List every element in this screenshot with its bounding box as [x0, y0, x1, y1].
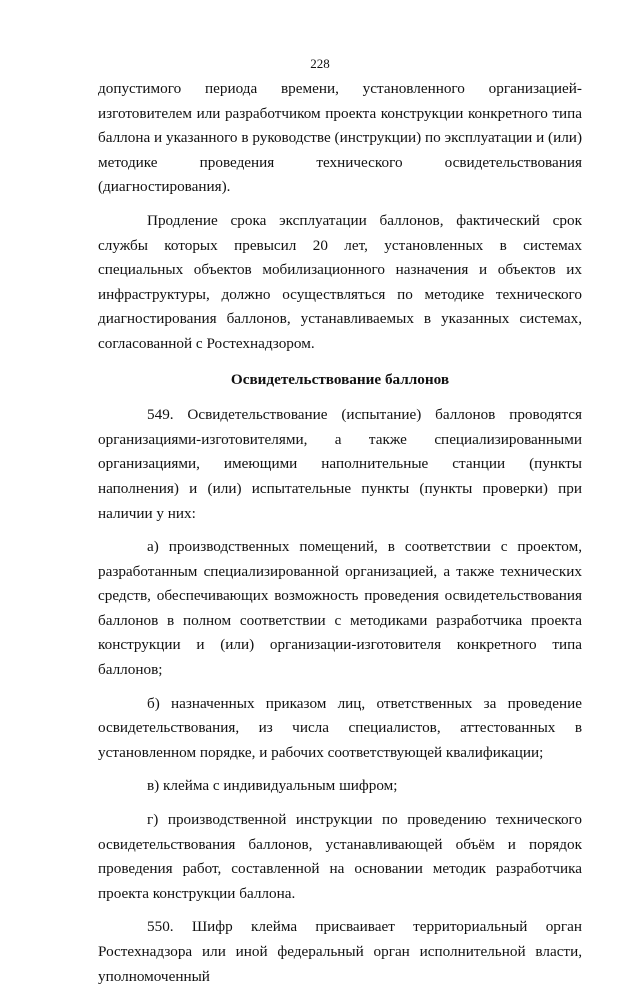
clause-550: 550. Шифр клейма присваивает территориальный орган Ростехнадзора или иной федеральный орган исполнительной власти, уполномоченный — [98, 918, 582, 985]
section-heading: Освидетельствование баллонов — [230, 370, 450, 388]
clause-549: 549. Освидетельствование (испытание) баллонов проводятся организациями-изготовителями, а также специализированными организациями, имеющими наполнительные станции (пункты наполнения) и (или) испытательные пункты (пункты проверки) при наличии у них: — [98, 406, 582, 522]
clause-549-b: б) назначенных приказом лиц, ответственных за проведение освидетельствования, из числа специалистов, аттестованных в установленном порядке, и рабочих соответствующей квалификации; — [98, 694, 582, 761]
page-number: 228 — [310, 56, 330, 71]
document-body — [98, 77, 582, 989]
clause-549-v: в) клейма с индивидуальным шифром; — [147, 777, 398, 795]
clause-549-a: а) производственных помещений, в соответствии с проектом, разработанным специализированной организацией, а также технических средств, обеспечивающих возможность проведения освидетельствования баллонов в полном соответствии с методиками разработчика проекта конструкции и (или) организации-изготовителя конкретного типа баллонов; — [98, 538, 582, 679]
paragraph-continuation: допустимого периода времени, установленного организацией-изготовителем или разработчиком проекта конструкции конкретного типа баллона и указанного в руководстве (инструкции) по эксплуатации и (или) методике проведения технического освидетельствования (диагностирования). — [98, 80, 582, 196]
clause-549-g: г) производственной инструкции по проведению технического освидетельствования баллонов, устанавливающей объём и порядок проведения работ, составленной на основании методик разработчика проекта конструкции баллона. — [98, 811, 582, 902]
paragraph-extension: Продление срока эксплуатации баллонов, фактический срок службы которых превысил 20 лет, установленных в системах специальных объектов мобилизационного назначения и объектов их инфраструктуры, должно осуществляться по методике технического диагностирования баллонов, устанавливаемых в указанных системах, согласованной с Ростехнадзором. — [98, 211, 582, 352]
